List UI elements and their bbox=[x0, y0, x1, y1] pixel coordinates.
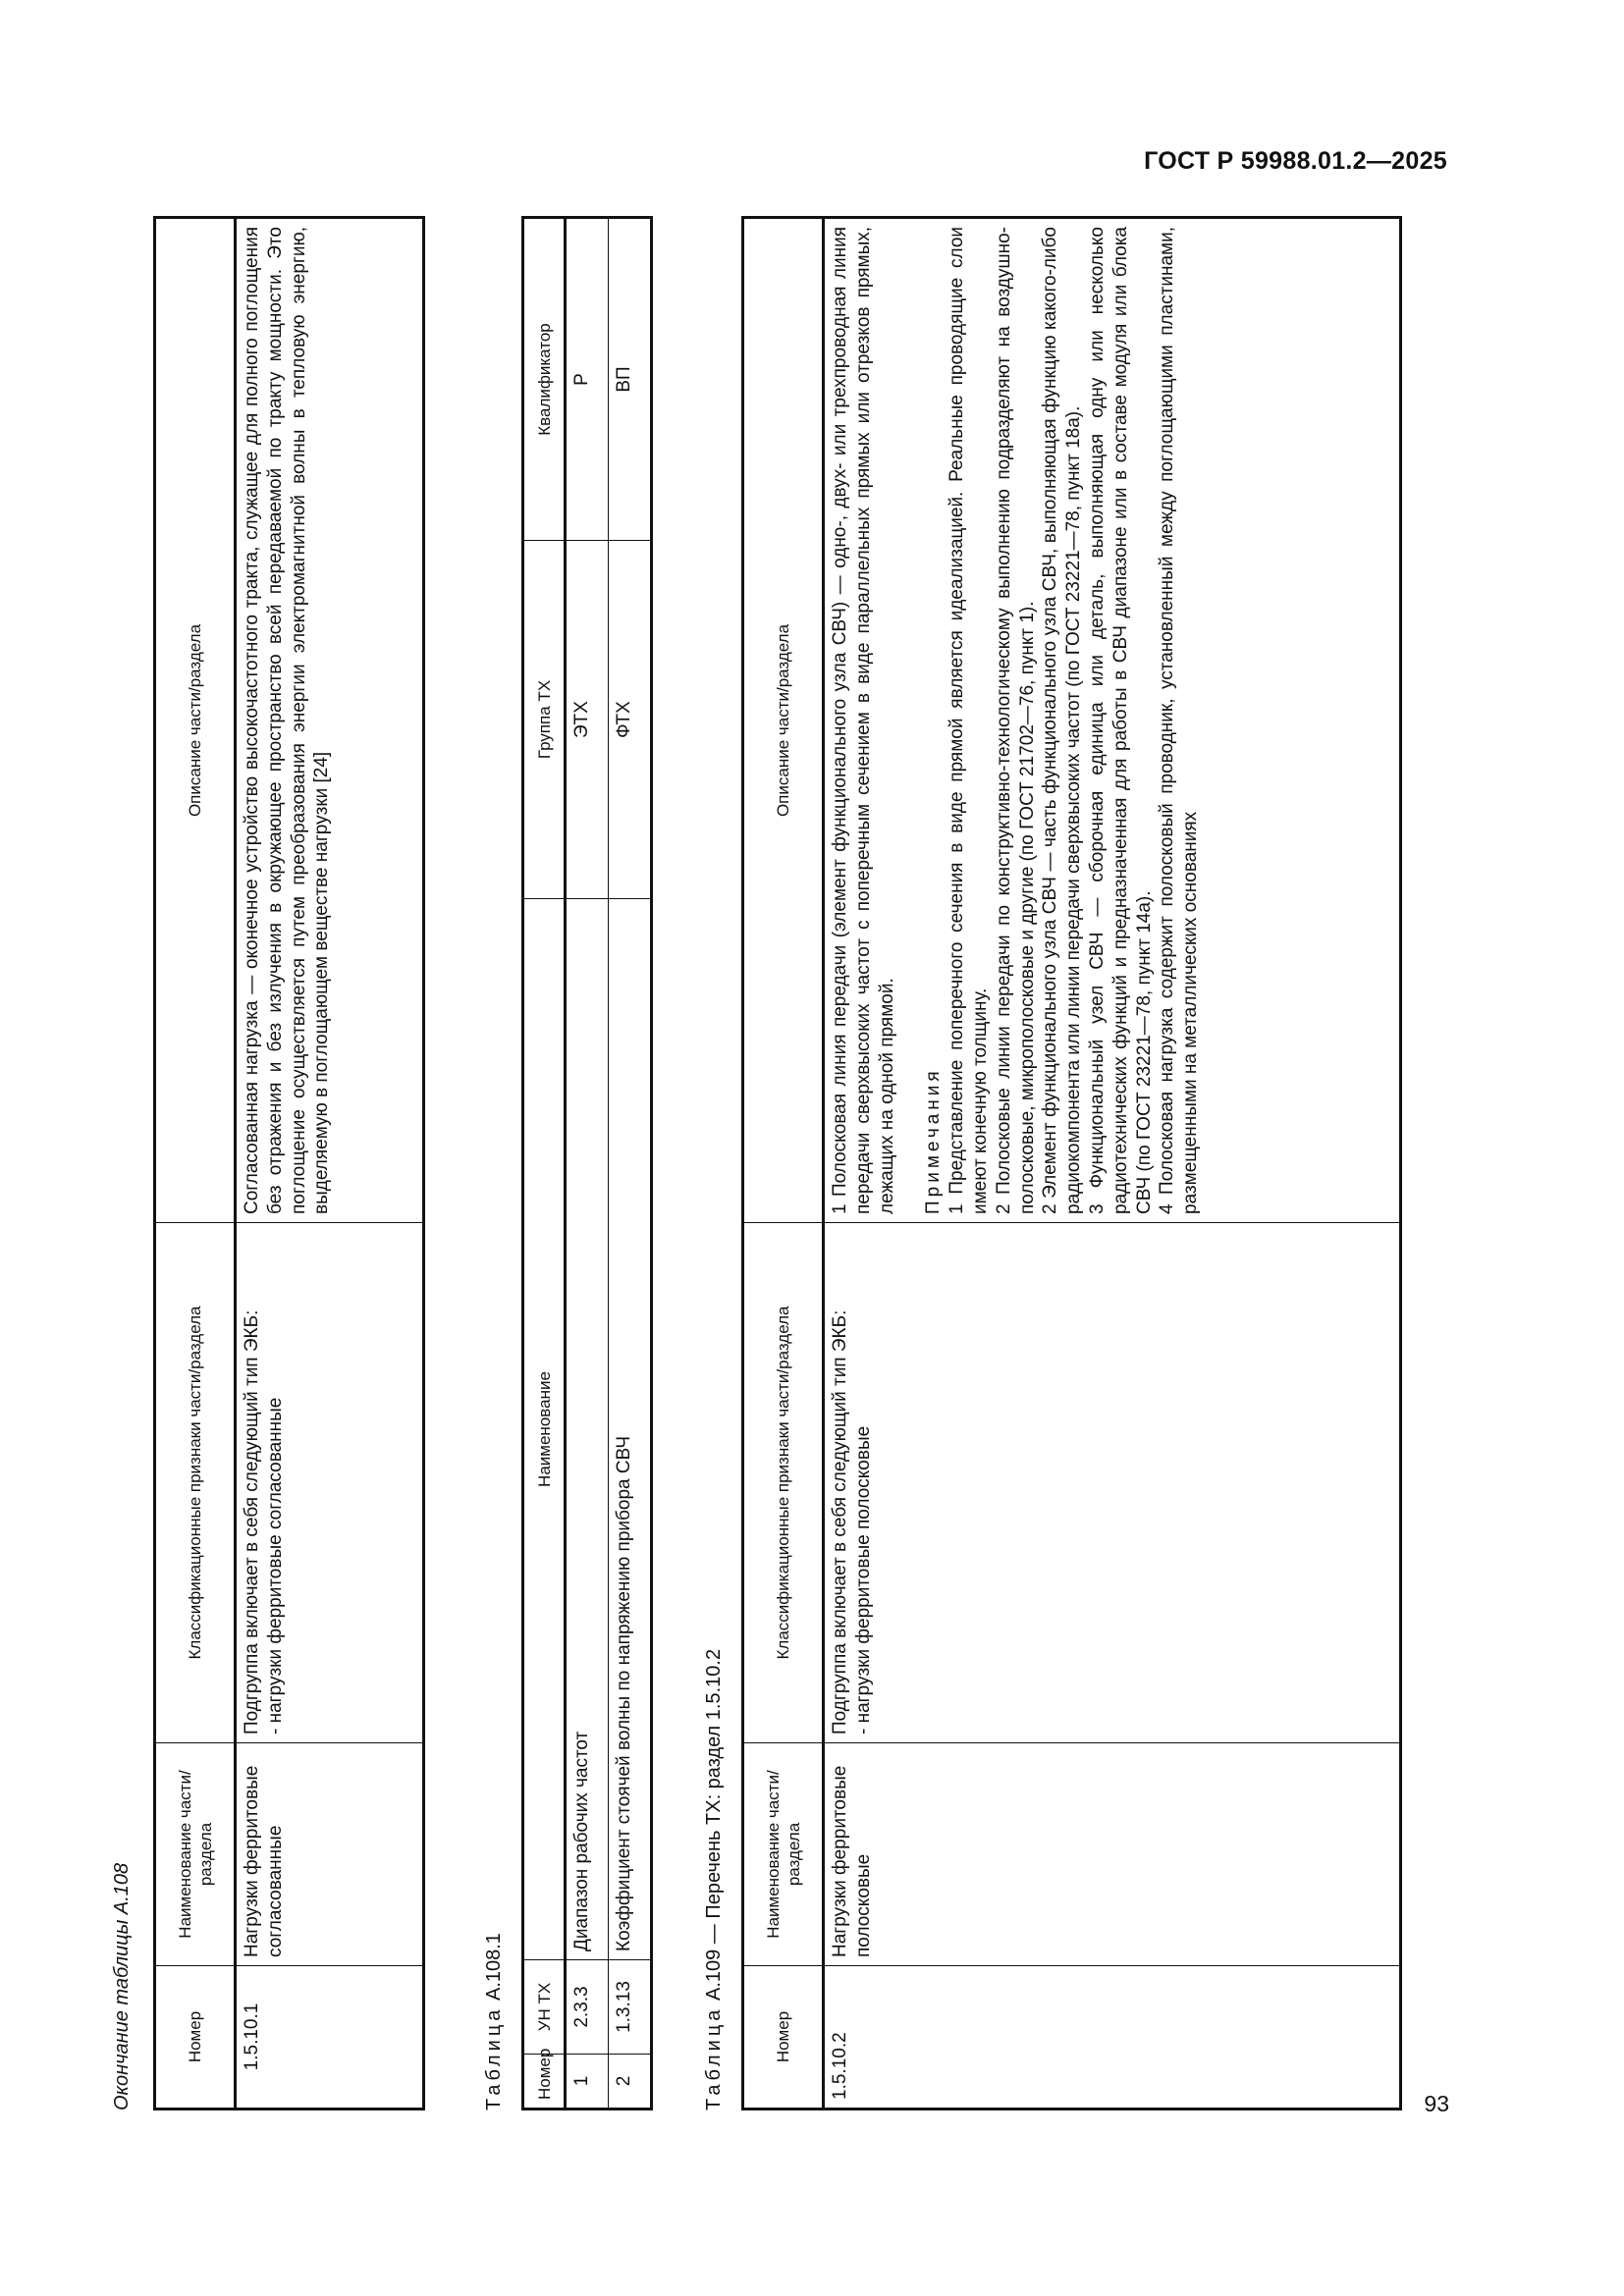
col-class-header: Классификационные признаки части/раздела bbox=[743, 1223, 824, 1743]
row-number: 1.5.10.1 bbox=[236, 1966, 424, 2109]
col-number-header: Номер bbox=[743, 1966, 824, 2109]
col-class-header: Классификационные признаки части/раздела bbox=[155, 1223, 236, 1743]
row-class-line: Подгруппа включает в себя следующий тип ЭКБ: bbox=[830, 1309, 850, 1735]
row-group: ФТХ bbox=[609, 541, 652, 899]
caption-rest: А.109 — Перечень ТХ: раздел 1.5.10.2 bbox=[703, 1648, 725, 2002]
row-class-line: - нагрузки ферритовые полосковые bbox=[852, 1425, 874, 1735]
col-description-header: Описание части/раздела bbox=[155, 218, 236, 1223]
page-number: 93 bbox=[1424, 2091, 1449, 2116]
col-name-header: Наименование части/раздела bbox=[743, 1743, 824, 1966]
col-qualifier-header: Квалификатор bbox=[523, 218, 566, 541]
row-name: Коэффициент стоячей волны по напряжению прибора СВЧ bbox=[609, 899, 652, 1960]
row-name: Нагрузки ферритовые согласованные bbox=[236, 1743, 424, 1966]
row-description bbox=[824, 218, 1401, 1223]
desc-paragraph: 1 Полосковая линия передачи (элемент функционального узла СВЧ) — одно-, двух- или трехпроводная линия передачи сверхвысоких частот с поперечным сечением в виде параллельных прямых или отрезков прямых, лежащих на одной прямой. bbox=[830, 227, 897, 1214]
row-number: 1 bbox=[566, 2055, 609, 2109]
row-number: 1.5.10.2 bbox=[824, 1966, 1401, 2109]
table-row bbox=[566, 218, 609, 2109]
row-class bbox=[824, 1223, 1401, 1743]
row-class bbox=[236, 1223, 424, 1743]
table-row bbox=[824, 218, 1401, 2109]
col-name-header: Наименование bbox=[523, 899, 566, 1960]
table-a108-caption: Окончание таблицы А.108 bbox=[111, 1862, 133, 2110]
row-un: 2.3.3 bbox=[566, 1960, 609, 2055]
rotated-content bbox=[110, 216, 1485, 2110]
notes-title: Примечания bbox=[923, 1067, 945, 1214]
col-number-header: Номер bbox=[155, 1966, 236, 2109]
note-item: 2 Полосковые линии передачи по конструктивно-технологическому выполнению подразделяют на воздушно-полосковые, микрополосковые и другие (по ГОСТ 21702—76, пункт 1). bbox=[993, 227, 1038, 1214]
col-number-header: Номер bbox=[523, 2055, 566, 2109]
row-description: Согласованная нагрузка — оконечное устройство высокочастотного тракта, служащее для полного поглощения без отражения и без излучения в окружающее пространство всей передаваемой по тракту мощности. Это поглощение осуществляется путем преобразования энергии электромагнитной волны в тепловую энергию, выделяемую в поглощающем веществе нагрузки [24] bbox=[236, 218, 424, 1223]
document-header: ГОСТ Р 59988.01.2—2025 bbox=[1144, 147, 1447, 175]
row-name: Диапазон рабочих частот bbox=[566, 899, 609, 1960]
col-description-header: Описание части/раздела bbox=[743, 218, 824, 1223]
row-class-line: Подгруппа включает в себя следующий тип ЭКБ: bbox=[242, 1309, 262, 1735]
caption-id: А.108.1 bbox=[483, 1933, 505, 2002]
table-a108-1 bbox=[521, 216, 653, 2110]
row-number: 2 bbox=[609, 2055, 652, 2109]
desc-paragraph: 3 Функциональный узел СВЧ — сборочная единица или деталь, выполняющая одну или несколько радиотехнических функций и предназначенная для работы в СВЧ диапазоне или в составе модуля или блока СВЧ (по ГОСТ 23221—78, пункт 14а). bbox=[1086, 227, 1155, 1214]
row-group: ЭТХ bbox=[566, 541, 609, 899]
table-a108 bbox=[153, 216, 425, 2110]
table-a108-1-caption bbox=[482, 216, 506, 2110]
row-class-line: - нагрузки ферритовые согласованные bbox=[264, 1397, 286, 1735]
desc-paragraph: 4 Полосковая нагрузка содержит полосковый проводник, установленный между поглощающими пластинами, размещенными на металлических основаниях bbox=[1157, 227, 1202, 1214]
table-a109 bbox=[741, 216, 1402, 2110]
col-group-header: Группа ТХ bbox=[523, 541, 566, 899]
desc-paragraph: 2 Элемент функционального узла СВЧ — часть функционального узла СВЧ, выполняющая функцию какого-либо радиокомпонента или линии передачи сверхвысоких частот (по ГОСТ 23221—78, пункт 18а). bbox=[1040, 227, 1085, 1214]
row-un: 1.3.13 bbox=[609, 1960, 652, 2055]
table-row bbox=[236, 218, 424, 2109]
row-qualifier: Р bbox=[566, 218, 609, 541]
row-qualifier: ВП bbox=[609, 218, 652, 541]
caption-word: Таблица bbox=[483, 2005, 505, 2110]
caption-word: Таблица bbox=[703, 2005, 725, 2110]
row-name: Нагрузки ферритовые полосковые bbox=[824, 1743, 1401, 1966]
col-un-header: УН ТХ bbox=[523, 1960, 566, 2055]
table-row bbox=[609, 218, 652, 2109]
note-item: 1 Представление поперечного сечения в виде прямой является идеализацией. Реальные проводящие слои имеют конечную толщину. bbox=[947, 227, 991, 1214]
table-a109-caption bbox=[702, 216, 726, 2110]
col-name-header: Наименование части/раздела bbox=[155, 1743, 236, 1966]
